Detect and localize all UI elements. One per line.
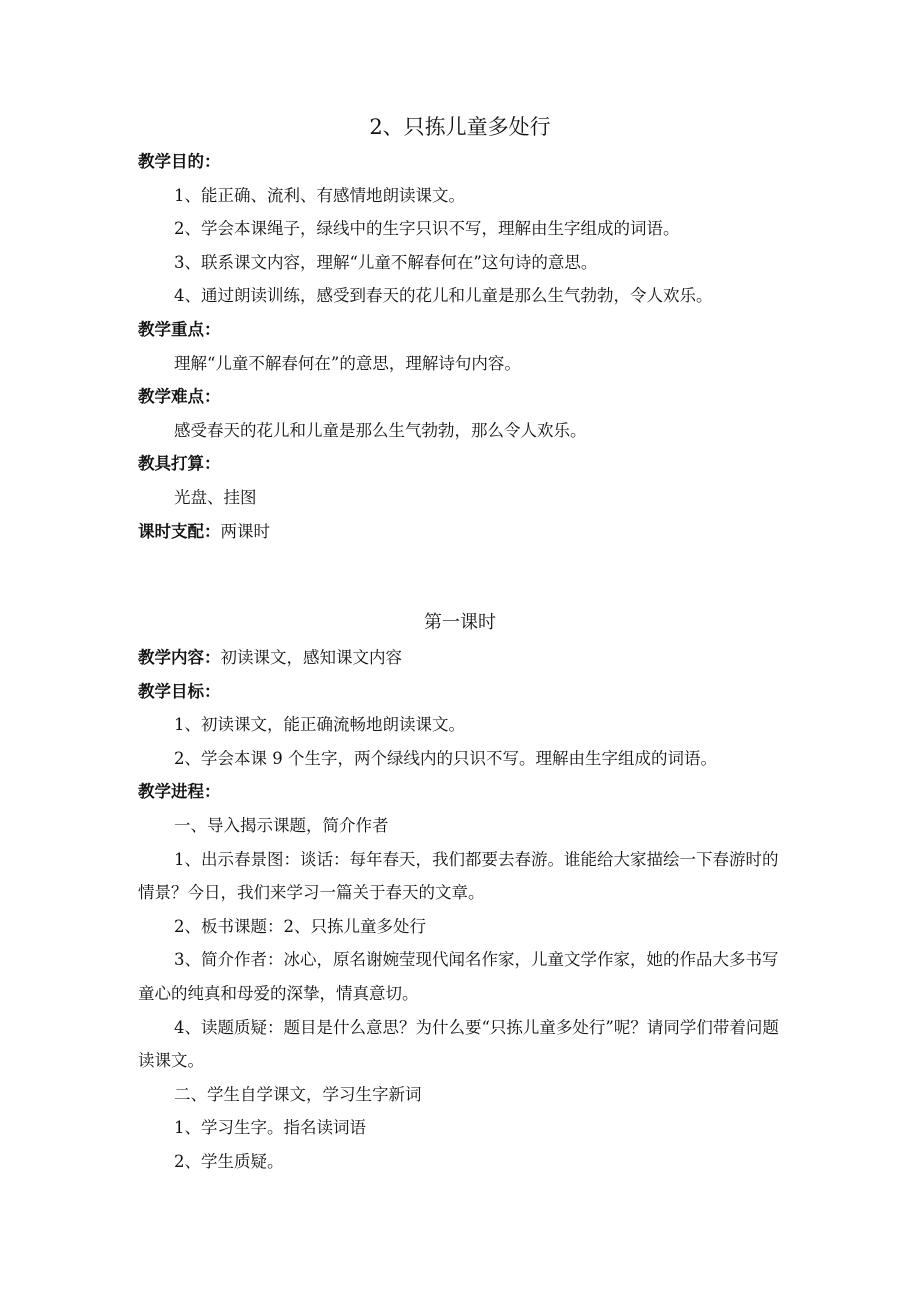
process-step: 3、简介作者：冰心，原名谢婉莹现代闻名作家，儿童文学作家，她的作品大多书写童心的纯真和母爱的深挚，情真意切。 (138, 950, 779, 1003)
lesson-content (138, 641, 788, 675)
content-text: 初读课文，感知课文内容 (220, 648, 402, 667)
process-step: 一、导入揭示课题，简介作者 (174, 815, 389, 835)
process-step: 4、读题质疑：题目是什么意思？为什么要“只拣儿童多处行”呢？请同学们带着问题读课文。 (138, 1017, 779, 1071)
time-label: 课时支配： (138, 521, 221, 541)
process-step: 2、板书课题：2、只拣儿童多处行 (174, 916, 426, 936)
difficulty-label: 教学难点： (138, 387, 221, 407)
process-step: 1、出示春景图：谈话：每年春天，我们都要去春游。谁能给大家描绘一下春游时的情景？今日，我们来学习一篇关于春天的文章。 (138, 849, 779, 903)
process-step: 2、学生质疑。 (174, 1151, 284, 1171)
objective-item: 3、联系课文内容，理解“儿童不解春何在”这句诗的意思。 (174, 252, 598, 272)
document-title: 2、只拣儿童多处行 (369, 115, 551, 139)
lesson-plan-overview (138, 145, 788, 548)
key-points-label: 教学重点： (138, 319, 221, 339)
tools-label: 教具打算： (138, 454, 221, 474)
process-step: 1、学习生字。指名读词语 (174, 1118, 366, 1138)
difficulty-text: 感受春天的花儿和儿童是那么生气勃勃，那么令人欢乐。 (174, 420, 587, 440)
lesson-heading: 第一课时 (424, 612, 496, 633)
objective-item: 2、学会本课绳子，绿线中的生字只识不写，理解由生字组成的词语。 (174, 219, 680, 239)
goals-label: 教学目标： (138, 681, 221, 701)
content-label: 教学内容： (138, 648, 221, 667)
objectives-label: 教学目的： (138, 152, 221, 171)
time-text: 两课时 (220, 521, 270, 541)
goal-item: 1、初读课文，能正确流畅地朗读课文。 (174, 715, 465, 735)
objective-item: 4、通过朗读训练，感受到春天的花儿和儿童是那么生气勃勃，令人欢乐。 (174, 286, 713, 306)
key-points-text: 理解“儿童不解春何在”的意思，理解诗句内容。 (174, 353, 521, 373)
time-allocation (138, 515, 788, 549)
tools-text: 光盘、挂图 (174, 487, 257, 507)
process-step: 二、学生自学课文，学习生字新词 (174, 1084, 422, 1104)
goal-item: 2、学会本课 9 个生字，两个绿线内的只识不写。理解由生字组成的词语。 (174, 748, 717, 768)
process-label: 教学进程： (138, 782, 221, 802)
objective-item: 1、能正确、流利、有感情地朗读课文。 (174, 185, 465, 205)
lesson-one-section (138, 641, 788, 1179)
